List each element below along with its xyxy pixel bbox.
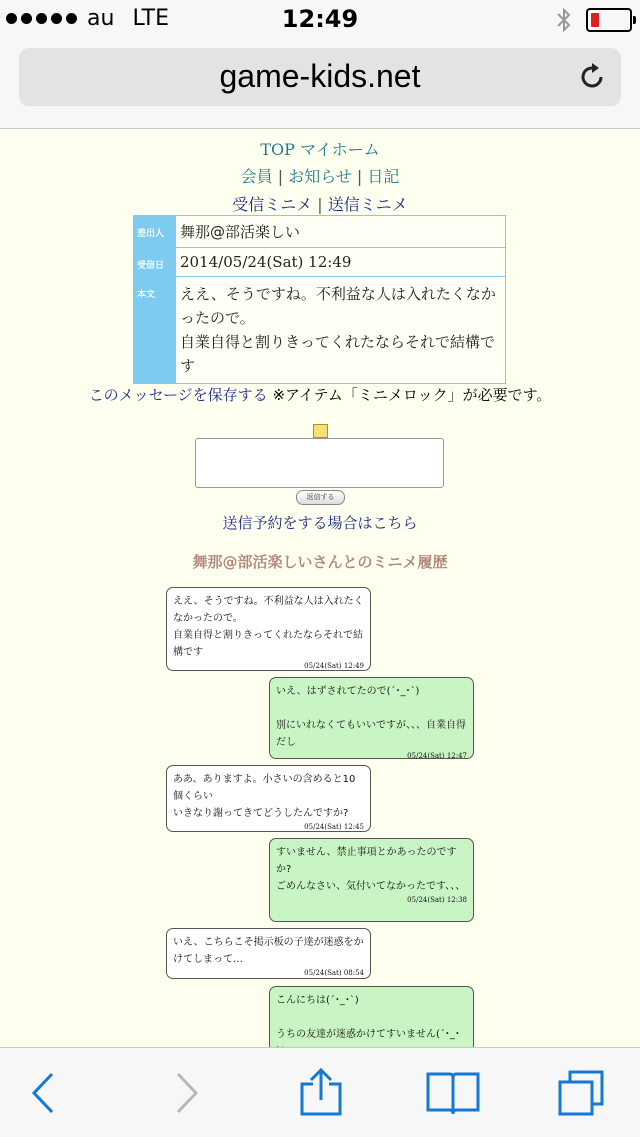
history-message-received — [166, 587, 371, 671]
share-icon[interactable] — [296, 1068, 346, 1118]
browser-address-area — [0, 40, 640, 129]
nav-separator: | — [317, 195, 323, 214]
nav-inbox-link[interactable]: 受信ミニメ — [232, 195, 313, 214]
carrier-name: au — [87, 6, 115, 31]
history-message-text: いえ、はずされてたので(´･_･`) 別にいれなくてもいいですが、、、自業自得だし — [276, 686, 466, 748]
history-message-time: 05/24(Sat) 12:38 — [407, 896, 467, 904]
message-body — [176, 277, 506, 384]
history-title: 舞那@部活楽しいさんとのミニメ履歴 — [192, 553, 448, 571]
tabs-icon[interactable] — [556, 1068, 606, 1118]
sender-label: 差出人 — [134, 216, 176, 248]
reply-textarea[interactable] — [195, 438, 444, 488]
status-time: 12:49 — [281, 5, 359, 33]
reload-icon[interactable] — [577, 62, 607, 92]
nav-myhome-link[interactable]: マイホーム — [299, 140, 380, 159]
history-message-text: こんにちは(´･_･`) うちの友達が迷惑かけてすいません(´･_･ — [276, 995, 460, 1040]
history-message-text: ええ、そうですね。不利益な人は入れたくなかったので。 自業自得と割りきってくれたならそれで結構です — [173, 596, 364, 658]
battery-icon — [586, 8, 632, 32]
history-message-sent — [269, 838, 474, 922]
back-icon[interactable] — [20, 1068, 70, 1118]
save-message-line — [0, 384, 640, 405]
message-detail-table — [133, 215, 506, 384]
date-label: 受信日 — [134, 248, 176, 277]
message-body-line: 自業自得と割りきってくれたならそれで結構です — [180, 333, 496, 375]
bluetooth-icon — [556, 7, 572, 33]
body-label: 本文 — [134, 277, 176, 384]
message-body-line: ええ、そうですね。不利益な人は入れたくなかったので。 — [180, 285, 496, 327]
history-message-received — [166, 765, 371, 832]
history-message-time: 05/24(Sat) 12:47 — [407, 752, 467, 760]
history-message-text: ああ、ありますよ。小さいの含めると10個くらい いきなり謝ってきてどうしたんですか? — [173, 774, 356, 819]
received-date: 2014/05/24(Sat) 12:49 — [176, 248, 506, 277]
forward-icon[interactable] — [160, 1068, 210, 1118]
pencil-icon — [313, 424, 328, 438]
network-type: LTE — [132, 6, 170, 31]
page-content — [0, 129, 640, 1047]
address-bar[interactable] — [19, 48, 621, 106]
url-text[interactable]: game-kids.net — [219, 58, 421, 94]
save-message-link[interactable]: このメッセージを保存する — [88, 386, 268, 404]
nav-separator: | — [356, 167, 363, 186]
history-message-time: 05/24(Sat) 12:45 — [304, 823, 364, 831]
reserve-send-line — [0, 512, 640, 533]
nav-members-link[interactable]: 会員 — [240, 167, 273, 186]
bookmarks-icon[interactable] — [426, 1068, 480, 1118]
history-message-time: 05/24(Sat) 08:54 — [304, 969, 364, 977]
history-message-text: すいません、禁止事項とかあったのですか? ごめんなさい、気付いてなかったです、、、 — [276, 847, 466, 892]
history-message-time: 05/24(Sat) 12:49 — [304, 662, 364, 670]
history-message-text: いえ、こちらこそ掲示板の子達が迷惑をかけてしまって… — [173, 937, 364, 965]
status-bar — [0, 0, 640, 40]
history-message-sent — [269, 677, 474, 759]
browser-toolbar — [0, 1047, 640, 1137]
nav-outbox-link[interactable]: 送信ミニメ — [327, 195, 408, 214]
nav-row-2 — [0, 164, 640, 187]
nav-top-link[interactable]: TOP — [260, 140, 295, 159]
save-message-note: ※アイテム「ミニメロック」が必要です。 — [272, 386, 552, 404]
nav-row-1 — [0, 137, 640, 160]
sender-name[interactable]: 舞那@部活楽しい — [176, 216, 506, 248]
send-reply-button[interactable]: 返信する — [296, 490, 345, 505]
reserve-send-link[interactable]: 送信予約をする場合はこちら — [222, 514, 418, 532]
nav-news-link[interactable]: お知らせ — [288, 167, 352, 186]
nav-diary-link[interactable]: 日記 — [367, 167, 400, 186]
nav-separator: | — [277, 167, 284, 186]
history-message-received — [166, 928, 371, 979]
nav-row-3 — [0, 192, 640, 215]
